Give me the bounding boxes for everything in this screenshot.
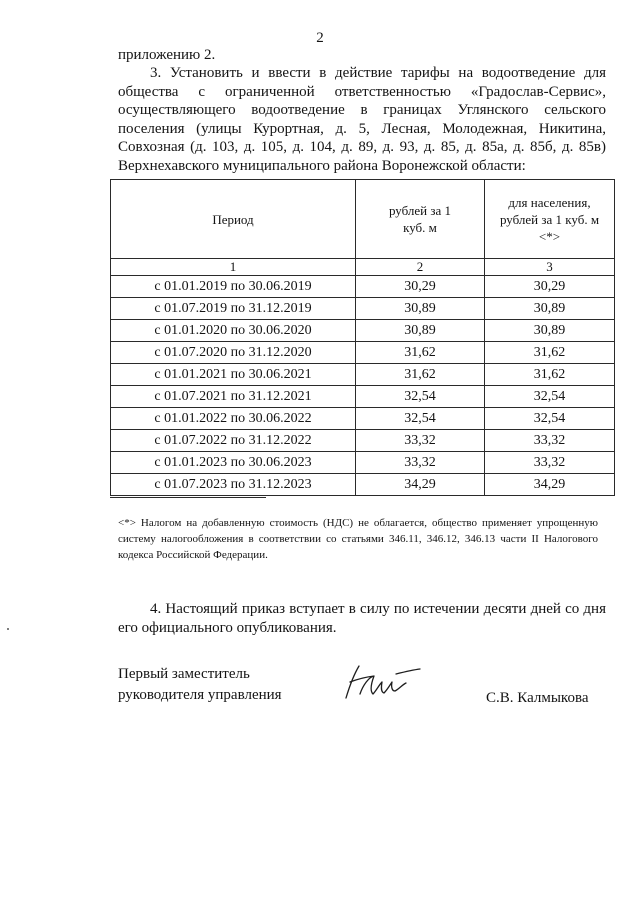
rate-cell: 31,62 xyxy=(356,364,485,386)
header-population-text: для населения, рублей за 1 куб. м <*> xyxy=(499,194,600,244)
footnote-text: <*> Налогом на добавленную стоимость (НДС) не облагается, общество применяет упрощенную систему налогообложения в соответствии со статьями 346.11, 346.12, 346.13 части II Налогового кодекса Российской Федерации. xyxy=(118,517,598,561)
header-rate xyxy=(356,180,485,259)
footnote-divider xyxy=(110,497,266,498)
table-row xyxy=(111,342,615,364)
table-row xyxy=(111,276,615,298)
clause-4-paragraph: 4. Настоящий приказ вступает в силу по истечении десяти дней со дня его официального опубликования. xyxy=(118,601,606,636)
signer-name: С.В. Калмыкова xyxy=(486,690,589,706)
column-number-row xyxy=(111,259,615,276)
page-number: 2 xyxy=(316,30,324,46)
header-population xyxy=(485,180,615,259)
period-cell: с 01.07.2020 по 31.12.2020 xyxy=(111,342,356,364)
column-number-2: 2 xyxy=(356,259,485,276)
tariff-table xyxy=(110,179,615,496)
population-rate-cell: 34,29 xyxy=(485,474,615,496)
period-cell: с 01.01.2020 по 30.06.2020 xyxy=(111,320,356,342)
rate-cell: 30,89 xyxy=(356,320,485,342)
signer-title-line-1: Первый заместитель xyxy=(118,666,250,682)
rate-cell: 30,89 xyxy=(356,298,485,320)
rate-cell: 34,29 xyxy=(356,474,485,496)
column-number-1: 1 xyxy=(111,259,356,276)
period-cell: с 01.07.2019 по 31.12.2019 xyxy=(111,298,356,320)
population-rate-cell: 33,32 xyxy=(485,452,615,474)
table-row xyxy=(111,430,615,452)
signer-title-line-2: руководителя управления xyxy=(118,687,282,703)
population-rate-cell: 32,54 xyxy=(485,408,615,430)
table-row xyxy=(111,320,615,342)
rate-cell: 33,32 xyxy=(356,452,485,474)
period-cell: с 01.07.2021 по 31.12.2021 xyxy=(111,386,356,408)
period-cell: с 01.01.2019 по 30.06.2019 xyxy=(111,276,356,298)
population-rate-cell: 31,62 xyxy=(485,364,615,386)
population-rate-cell: 30,89 xyxy=(485,298,615,320)
table-row xyxy=(111,452,615,474)
population-rate-cell: 32,54 xyxy=(485,386,615,408)
handwritten-signature xyxy=(340,660,426,706)
signer-title xyxy=(118,664,282,706)
table-row xyxy=(111,408,615,430)
population-rate-cell: 30,29 xyxy=(485,276,615,298)
rate-cell: 30,29 xyxy=(356,276,485,298)
rate-cell: 32,54 xyxy=(356,408,485,430)
period-cell: с 01.01.2023 по 30.06.2023 xyxy=(111,452,356,474)
rate-cell: 31,62 xyxy=(356,342,485,364)
period-cell: с 01.07.2023 по 31.12.2023 xyxy=(111,474,356,496)
table-row xyxy=(111,474,615,496)
population-rate-cell: 30,89 xyxy=(485,320,615,342)
rate-cell: 32,54 xyxy=(356,386,485,408)
period-cell: с 01.01.2021 по 30.06.2021 xyxy=(111,364,356,386)
column-number-3: 3 xyxy=(485,259,615,276)
population-rate-cell: 33,32 xyxy=(485,430,615,452)
table-row xyxy=(111,298,615,320)
header-rate-text: рублей за 1 куб. м xyxy=(388,203,452,235)
table-row xyxy=(111,386,615,408)
continuation-text: приложению 2. xyxy=(118,47,216,63)
table-header-row xyxy=(111,180,615,259)
header-period: Период xyxy=(111,180,356,259)
period-cell: с 01.07.2022 по 31.12.2022 xyxy=(111,430,356,452)
margin-mark xyxy=(7,628,9,630)
rate-cell: 33,32 xyxy=(356,430,485,452)
period-cell: с 01.01.2022 по 30.06.2022 xyxy=(111,408,356,430)
clause-3-paragraph: 3. Установить и ввести в действие тарифы на водоотведение для общества с ограниченной ответственностью «Градослав-Сервис», осуществляющего водоотведение в границах Углянского сельского поселения (улицы Курортная, д. 5, Лесная, Молодежная, Никитина, Совхозная (д. 103, д. 105, д. 104, д. 89, д. 93, д. 85, д. 85а, д. 85б, д. 85в) Верхнехавского муниципального района Воронежской области: xyxy=(118,65,606,174)
population-rate-cell: 31,62 xyxy=(485,342,615,364)
table-row xyxy=(111,364,615,386)
